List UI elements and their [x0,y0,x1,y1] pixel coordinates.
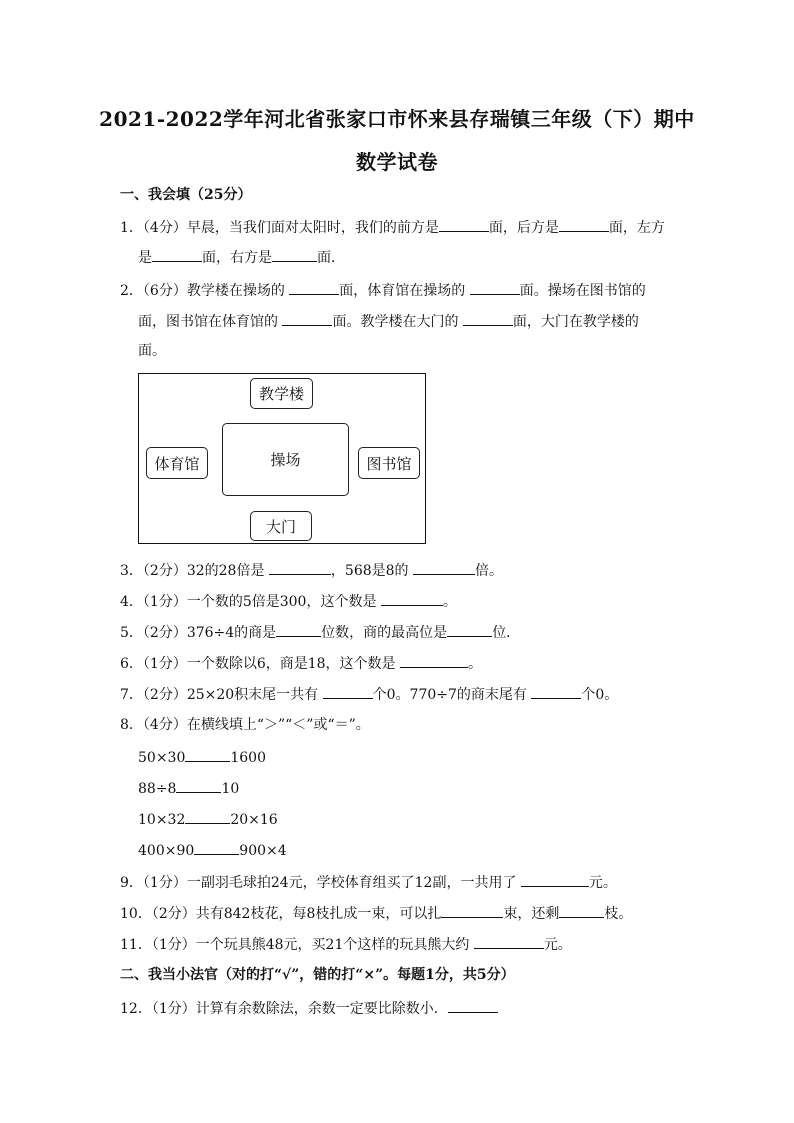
question-11: 11．（1分）一个玩具熊48元，买21个这样的玩具熊大约 元。 [120,934,572,955]
question-8-row2: 88÷8 10 [138,778,239,799]
question-5: 5．（2分）376÷4的商是 位数，商的最高位是 位． [120,622,520,643]
answer-blank[interactable] [439,217,489,232]
map-box-library: 图书馆 [358,447,420,479]
answer-blank[interactable] [194,840,239,855]
answer-blank[interactable] [400,653,468,668]
answer-blank[interactable] [323,684,373,699]
question-8-row1: 50×30 1600 [138,747,266,768]
answer-blank[interactable] [441,903,503,918]
answer-blank[interactable] [289,280,339,295]
question-8-row4: 400×90 900×4 [138,840,287,861]
question-8-row3: 10×32 20×16 [138,809,278,830]
answer-blank[interactable] [185,809,230,824]
section-1-heading: 一、我会填（25分） [120,187,252,203]
map-box-teaching-building: 教学楼 [250,378,313,409]
answer-blank[interactable] [448,998,498,1013]
question-8: 8．（4分）在横线填上“＞”“＜”或“＝”。 [120,717,370,733]
answer-blank[interactable] [463,311,513,326]
answer-blank[interactable] [282,311,332,326]
question-7: 7．（2分）25×20积末尾一共有 个0。770÷7的商末尾有 个0。 [120,684,618,705]
question-1-line1: 1．（4分）早晨，当我们面对太阳时，我们的前方是 面，后方是 面，左方 [120,217,665,238]
answer-blank[interactable] [559,217,609,232]
section-2-heading: 二、我当小法官（对的打“√”，错的打“×”。每题1分，共5分） [120,967,515,983]
answer-blank[interactable] [276,622,321,637]
map-box-gate: 大门 [250,511,312,541]
answer-blank[interactable] [470,280,520,295]
question-12: 12．（1分）计算有余数除法，余数一定要比除数小． [120,998,498,1019]
answer-blank[interactable] [559,903,604,918]
answer-blank[interactable] [176,778,221,793]
answer-blank[interactable] [381,591,443,606]
question-2-line3: 面。 [138,343,166,359]
map-box-gym: 体育馆 [146,447,208,479]
answer-blank[interactable] [152,247,202,262]
map-box-playground: 操场 [222,423,349,496]
campus-map-diagram [138,373,426,544]
answer-blank[interactable] [269,560,331,575]
answer-blank[interactable] [474,934,544,949]
answer-blank[interactable] [413,560,475,575]
question-3: 3．（2分）32的28倍是 ，568是8的 倍。 [120,560,503,581]
question-6: 6．（1分）一个数除以6，商是18，这个数是 。 [120,653,482,674]
answer-blank[interactable] [531,684,581,699]
answer-blank[interactable] [272,247,317,262]
question-2-line2: 面，图书馆在体育馆的 面。教学楼在大门的 面，大门在教学楼的 [138,311,639,332]
exam-title-line1: 2021-2022学年河北省张家口市怀来县存瑞镇三年级（下）期中 [99,107,695,131]
question-9: 9．（1分）一副羽毛球拍24元，学校体育组买了12副，一共用了 元。 [120,872,617,893]
answer-blank[interactable] [521,872,589,887]
question-4: 4．（1分）一个数的5倍是300，这个数是 。 [120,591,457,612]
question-10: 10．（2分）共有842枝花，每8枝扎成一束，可以扎 束，还剩 枝。 [120,903,632,924]
answer-blank[interactable] [185,747,230,762]
exam-title-line2: 数学试卷 [356,150,438,174]
answer-blank[interactable] [447,622,492,637]
question-2-line1: 2．（6分）教学楼在操场的 面，体育馆在操场的 面。操场在图书馆的 [120,280,646,301]
question-1-line2: 是 面，右方是 面． [138,247,345,268]
